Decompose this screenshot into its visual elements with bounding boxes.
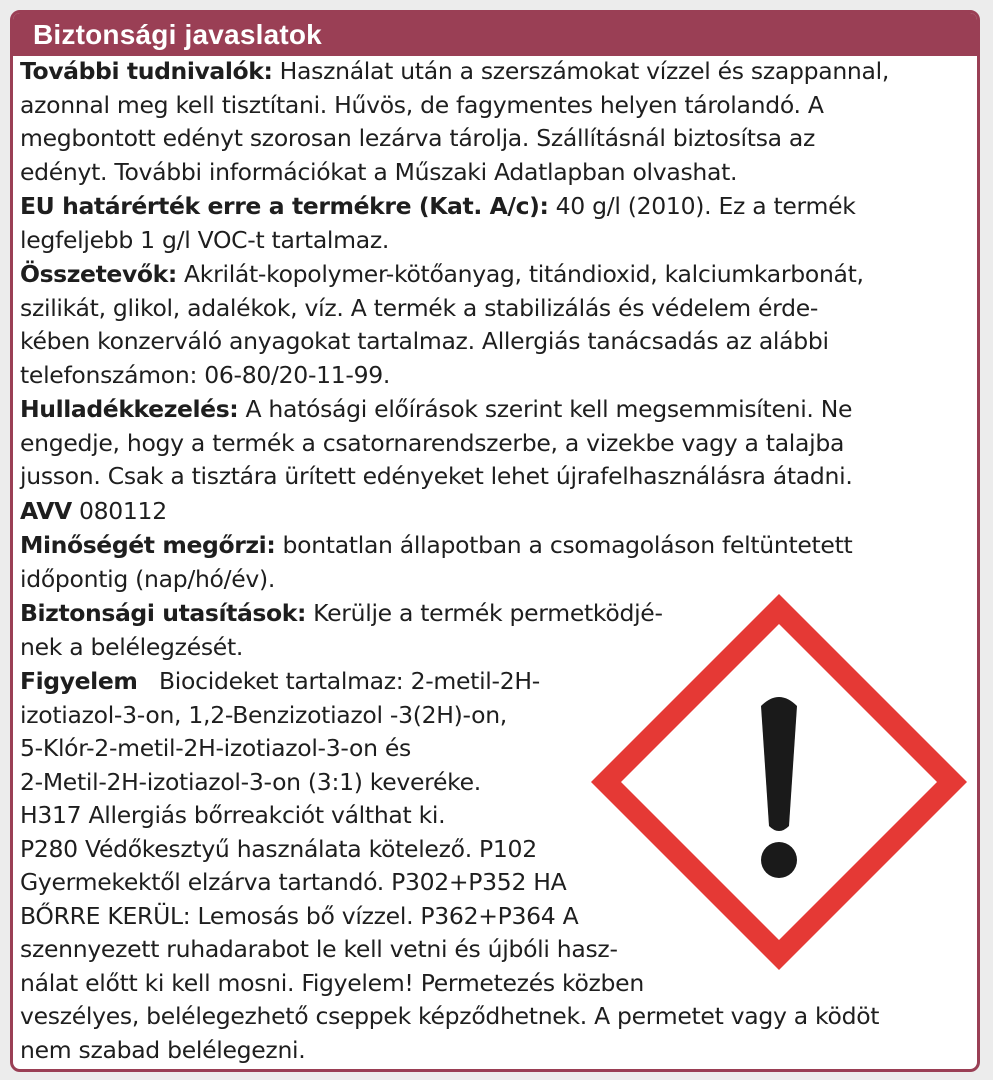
text-line: engedje, hogy a termék a csatornarendszerbe, a vizekbe vagy a talajba xyxy=(20,428,845,457)
text-line: izotiazol-3-on, 1,2-Benzizotiazol -3(2H)-on, xyxy=(20,700,507,729)
text-line: legfeljebb 1 g/l VOC-t tartalmaz. xyxy=(20,225,390,254)
text-line: jusson. Csak a tisztára ürített edényeket lehet újrafelhasználásra átadni. xyxy=(20,462,853,490)
section-eu-limit xyxy=(20,190,979,257)
section-hulladek xyxy=(20,393,979,494)
text-line: H317 Allergiás bőrreakciót válthat ki. xyxy=(20,801,446,829)
text-line: A hatósági előírások szerint kell megsemmisíteni. Ne xyxy=(245,395,853,423)
text-line: BŐRRE KERÜL: Lemosás bő vízzel. P362+P364 A xyxy=(20,901,579,930)
text-line: 40 g/l (2010). Ez a termék xyxy=(555,192,856,220)
text-line: kében konzerváló anyagokat tartalmaz. Allergiás tanácsadás az alábbi xyxy=(20,327,829,355)
section-label: Minőségét megőrzi: xyxy=(20,531,276,559)
section-minoseg xyxy=(20,529,979,596)
section-avv xyxy=(20,495,979,529)
text-line: megbontott edényt szorosan lezárva tárolja. Szállításnál biztosítsa az xyxy=(20,124,816,152)
text-line: Gyermekektől elzárva tartandó. P302+P352 HA xyxy=(20,868,567,896)
section-osszetevok xyxy=(20,258,979,392)
text-line: 2-Metil-2H-izotiazol-3-on (3:1) keveréke. xyxy=(20,767,481,796)
text-line: szilikát, glikol, adalékok, víz. A termék a stabilizálás és védelem érde- xyxy=(20,293,819,322)
section-tudnivalok xyxy=(20,55,979,189)
text-line: azonnal meg kell tisztítani. Hűvös, de fagymentes helyen tárolandó. A xyxy=(20,90,824,119)
text-line: Biocideket tartalmaz: 2-metil-2H- xyxy=(158,667,540,695)
text-line: Kerülje a termék permetködjé- xyxy=(313,599,663,627)
text-line: szennyezett ruhadarabot le kell vetni és újbóli hasz- xyxy=(20,935,618,963)
section-label: Hulladékkezelés: xyxy=(20,395,239,423)
text-line: nek a belélegzését. xyxy=(20,632,244,661)
section-biztonsagi xyxy=(20,597,710,664)
text-line: veszélyes, belélegezhető cseppek képződhetnek. A permetet vagy a ködöt xyxy=(20,1002,880,1030)
text-line: időpontig (nap/hó/év). xyxy=(20,564,276,593)
signal-word: Figyelem xyxy=(20,667,138,695)
section-label: További tudnivalók: xyxy=(20,57,273,85)
panel-title: Biztonsági javaslatok xyxy=(13,13,977,56)
section-label: Összetevők: xyxy=(20,260,177,288)
text-line: edényt. További információkat a Műszaki Adatlapban olvashat. xyxy=(20,157,738,186)
section-label: EU határérték erre a termékre (Kat. A/c): xyxy=(20,192,549,220)
text-line: telefonszámon: 06-80/20-11-99. xyxy=(20,360,391,389)
text-line: Használat után a szerszámokat vízzel és szappannal, xyxy=(279,57,890,85)
avv-code: 080112 xyxy=(78,496,167,525)
safety-text xyxy=(20,55,979,1067)
section-label: AVV xyxy=(20,496,72,525)
text-line: 5-Klór-2-metil-2H-izotiazol-3-on és xyxy=(20,734,411,762)
text-line: Akrilát-kopolymer-kötőanyag, titándioxid, kalciumkarbonát, xyxy=(184,260,864,288)
text-line: P280 Védőkesztyű használata kötelező. P102 xyxy=(20,834,537,863)
text-line: bontatlan állapotban a csomagoláson feltüntetett xyxy=(282,531,853,559)
text-line: nálat előtt ki kell mosni. Figyelem! Permetezés közben xyxy=(20,968,644,997)
section-figyelem xyxy=(20,665,979,1067)
section-label: Biztonsági utasítások: xyxy=(20,599,306,627)
text-line: nem szabad belélegezni. xyxy=(20,1035,306,1064)
